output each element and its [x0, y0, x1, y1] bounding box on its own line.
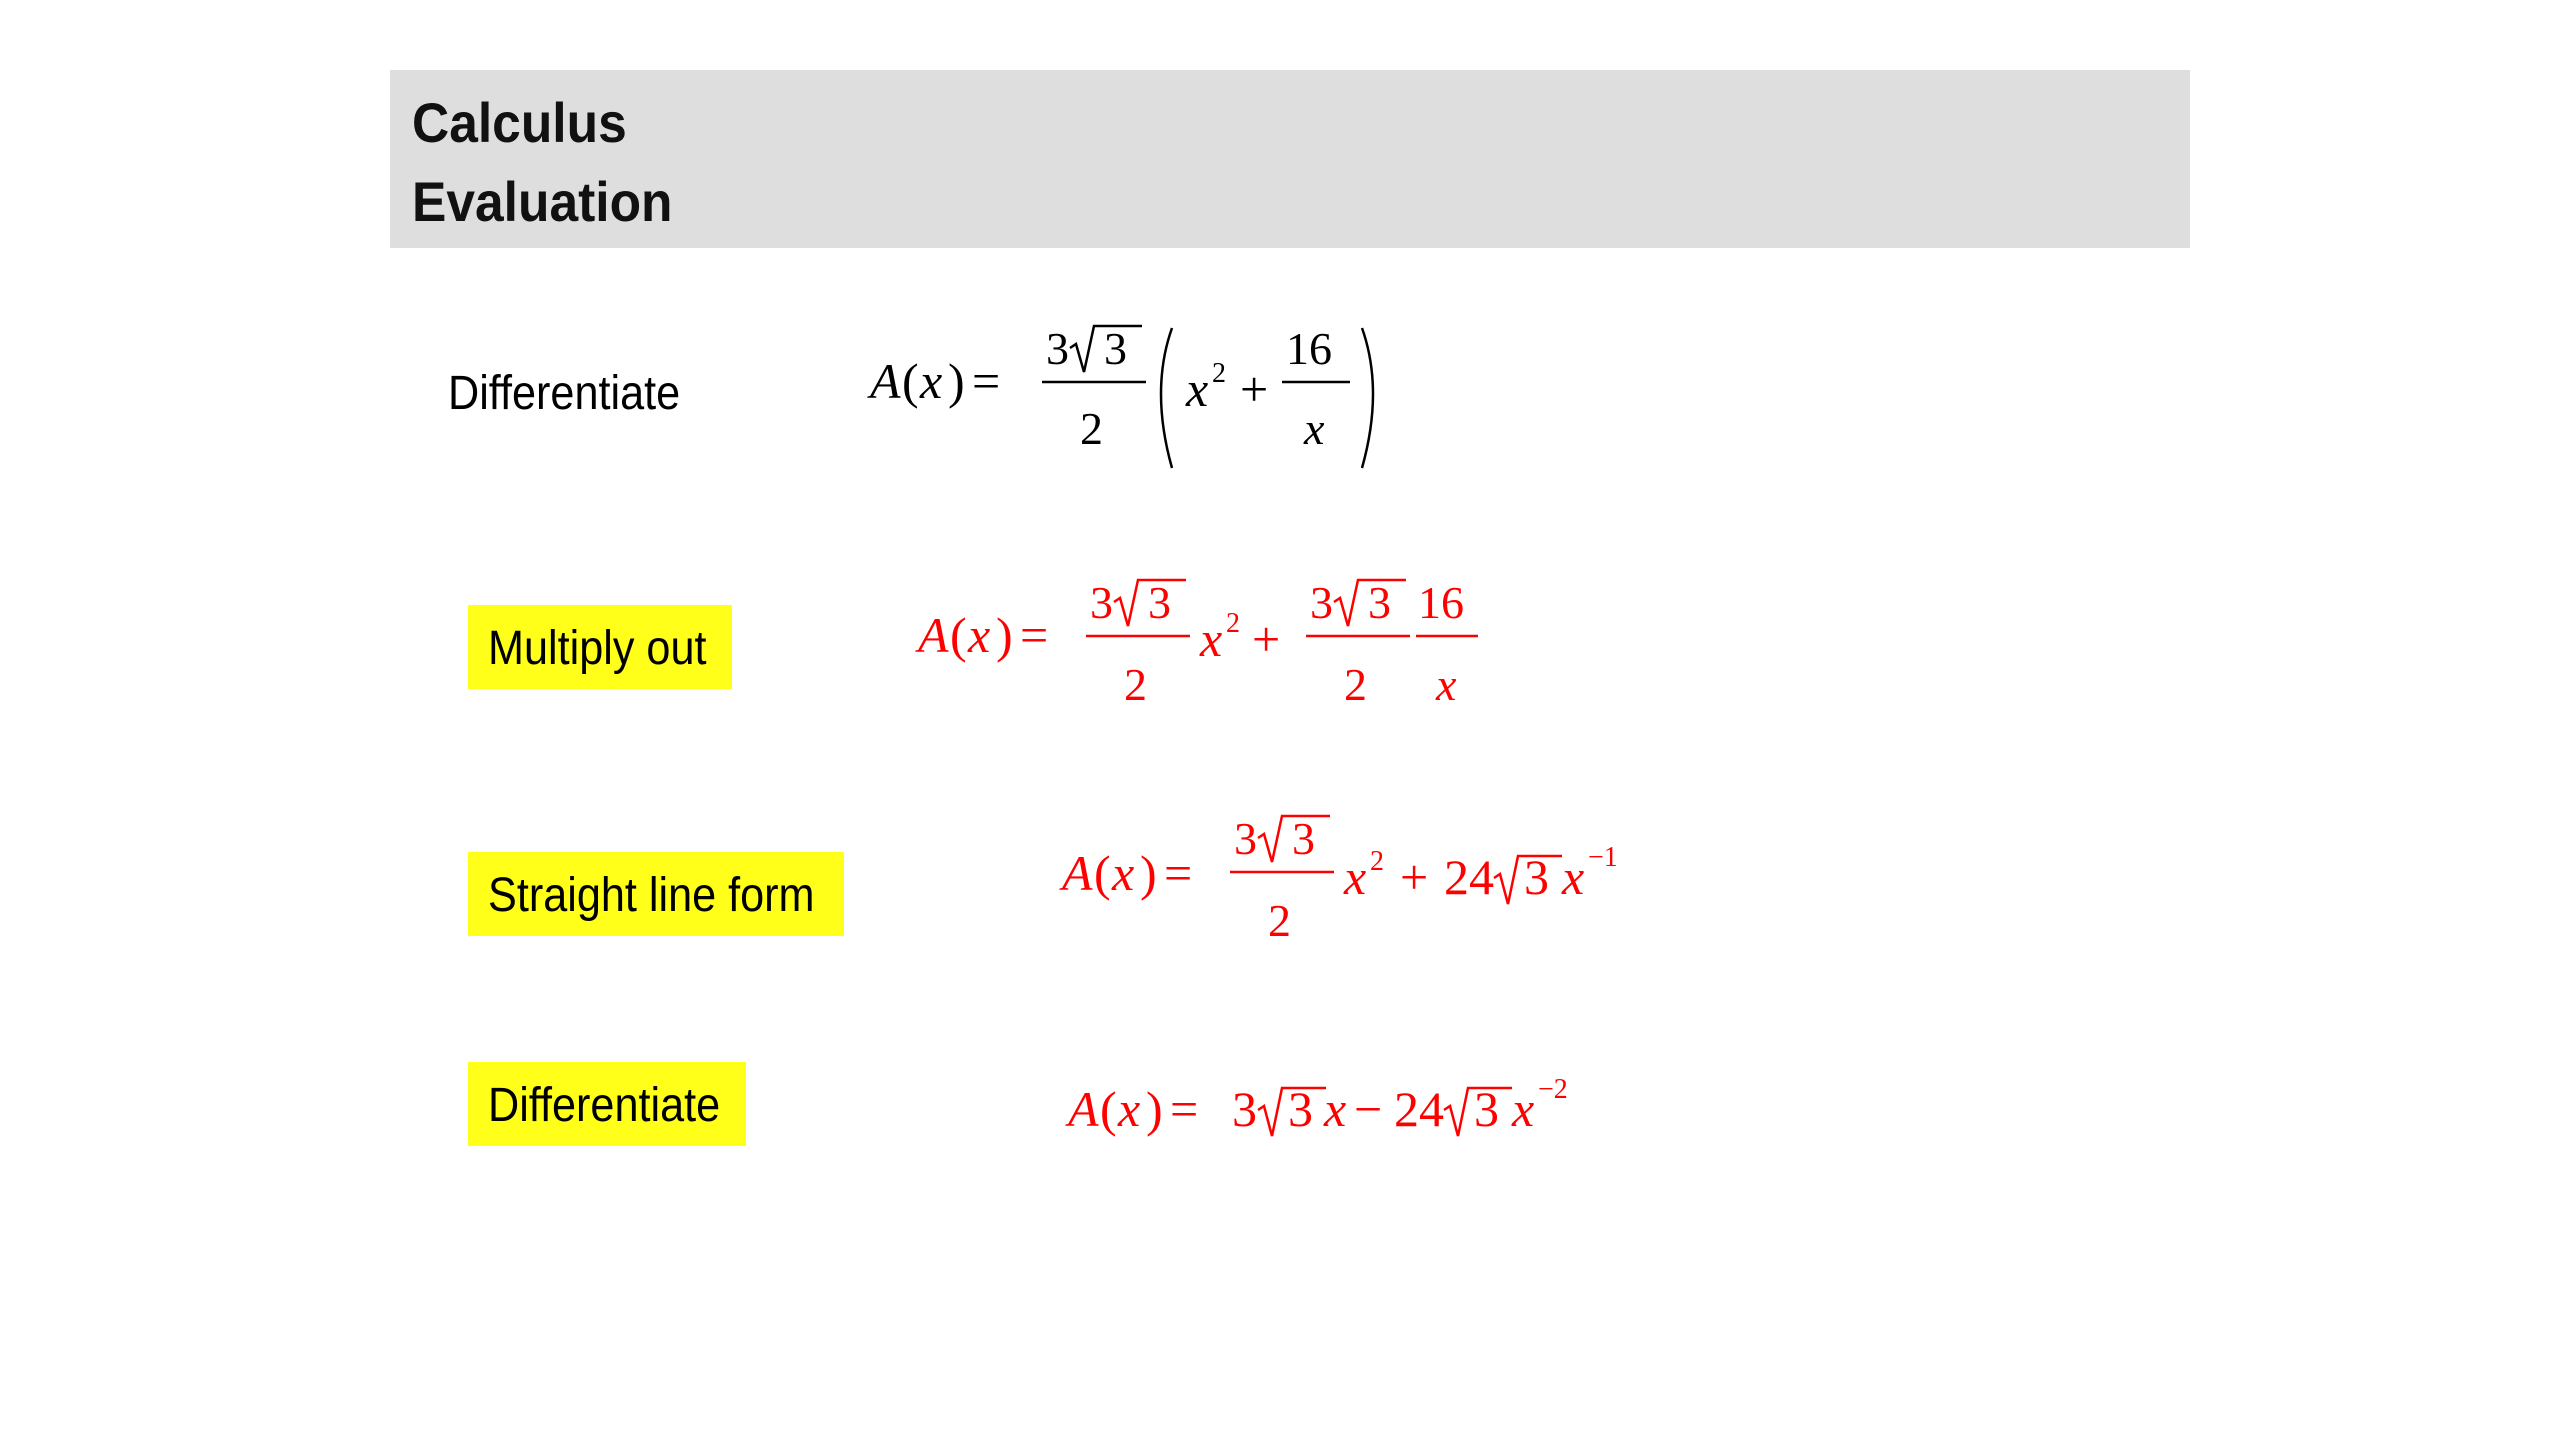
- equation: [918, 572, 1498, 732]
- svg-text:x: x: [920, 353, 943, 409]
- svg-text:x: x: [1118, 1081, 1141, 1137]
- svg-text:2: 2: [1370, 846, 1384, 877]
- svg-text:x: x: [1200, 611, 1223, 667]
- svg-text:): ): [948, 353, 965, 409]
- svg-text:): ): [1140, 845, 1157, 901]
- svg-text:x: x: [1112, 845, 1135, 901]
- equation: [1068, 1060, 1628, 1160]
- svg-text:3: 3: [1524, 849, 1549, 905]
- title-line-1: Calculus: [412, 91, 627, 154]
- svg-text:3: 3: [1090, 577, 1113, 628]
- svg-text:2: 2: [1268, 895, 1291, 946]
- svg-text:A: A: [918, 607, 949, 663]
- svg-text:x: x: [1436, 659, 1457, 710]
- svg-text:+: +: [1252, 611, 1281, 667]
- svg-text:A: A: [870, 353, 901, 409]
- svg-text:x: x: [968, 607, 991, 663]
- svg-text:3: 3: [1310, 577, 1333, 628]
- svg-text:=: =: [1164, 845, 1193, 901]
- svg-text:): ): [1146, 1081, 1163, 1137]
- svg-text:(: (: [902, 353, 919, 409]
- svg-text:2: 2: [1124, 659, 1147, 710]
- svg-text:(: (: [1094, 845, 1111, 901]
- svg-text:24: 24: [1394, 1081, 1444, 1137]
- svg-text:x: x: [1186, 361, 1209, 417]
- svg-text:−2: −2: [1538, 1074, 1568, 1105]
- svg-text:A: A: [1062, 845, 1093, 901]
- equation: [1062, 808, 1662, 968]
- svg-text:2: 2: [1212, 358, 1226, 389]
- svg-text:A: A: [1068, 1081, 1099, 1137]
- title-banner: [390, 70, 2190, 248]
- svg-text:16: 16: [1418, 577, 1464, 628]
- svg-text:3: 3: [1046, 323, 1069, 374]
- svg-text:(: (: [1100, 1081, 1117, 1137]
- svg-text:=: =: [1020, 607, 1049, 663]
- svg-text:x: x: [1562, 849, 1585, 905]
- svg-text:x: x: [1304, 403, 1325, 454]
- svg-text:2: 2: [1080, 403, 1103, 454]
- svg-text:x: x: [1324, 1081, 1347, 1137]
- svg-text:−1: −1: [1588, 842, 1618, 873]
- title-line-2: Evaluation: [412, 170, 673, 233]
- svg-text:3: 3: [1232, 1081, 1257, 1137]
- svg-text:3: 3: [1148, 577, 1171, 628]
- svg-text:3: 3: [1368, 577, 1391, 628]
- svg-text:x: x: [1512, 1081, 1535, 1137]
- svg-text:+: +: [1400, 849, 1429, 905]
- svg-text:3: 3: [1474, 1081, 1499, 1137]
- svg-text:x: x: [1344, 849, 1367, 905]
- svg-text:24: 24: [1444, 849, 1494, 905]
- svg-text:3: 3: [1234, 813, 1257, 864]
- equation: [870, 320, 1390, 480]
- svg-text:2: 2: [1226, 608, 1240, 639]
- svg-text:2: 2: [1344, 659, 1367, 710]
- step-label: Multiply out: [488, 622, 707, 675]
- svg-text:+: +: [1240, 361, 1269, 417]
- svg-text:3: 3: [1104, 323, 1127, 374]
- svg-text:): ): [996, 607, 1013, 663]
- svg-text:−: −: [1354, 1081, 1383, 1137]
- svg-text:=: =: [1170, 1081, 1199, 1137]
- svg-text:3: 3: [1292, 813, 1315, 864]
- step-label: Differentiate: [488, 1079, 721, 1132]
- svg-text:16: 16: [1286, 323, 1332, 374]
- step-label: Differentiate: [448, 367, 681, 420]
- step-label: Straight line form: [488, 869, 815, 922]
- svg-text:(: (: [950, 607, 967, 663]
- svg-text:3: 3: [1288, 1081, 1313, 1137]
- svg-text:=: =: [972, 353, 1001, 409]
